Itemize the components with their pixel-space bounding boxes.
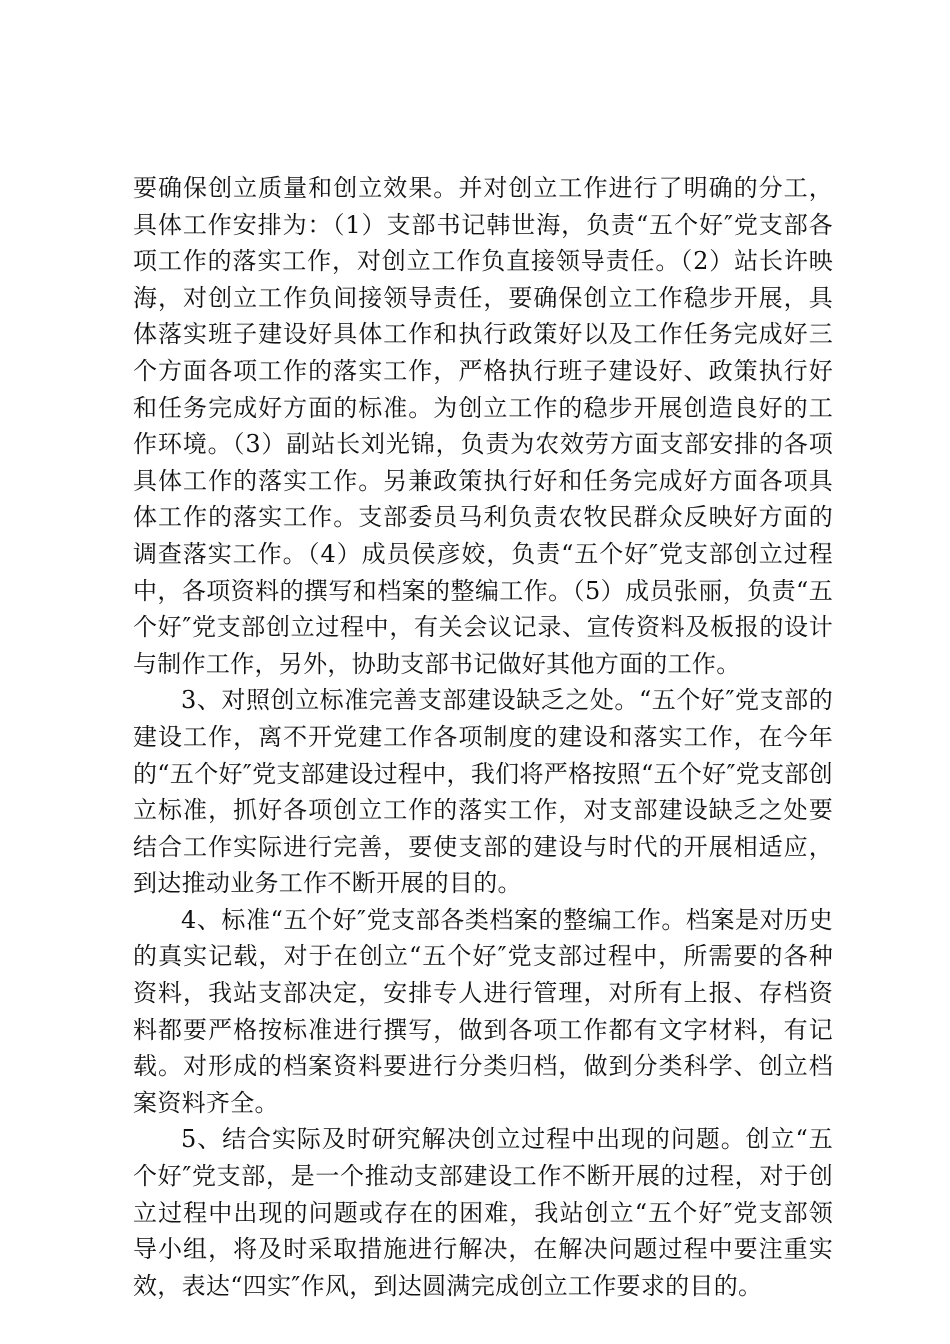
paragraph-work-assignment: 要确保创立质量和创立效果。并对创立工作进行了明确的分工，具体工作安排为：（1）支部书记韩世海，负责“五个好″党支部各项工作的落实工作，对创立工作负直接领导责任。（2）站长许映海，对创立工作负间接领导责任，要确保创立工作稳步开展，具体落实班子建设好具体工作和执行政策好以及工作任务完成好三个方面各项工作的落实工作，严格执行班子建设好、政策执行好和任务完成好方面的标准。为创立工作的稳步开展创造良好的工作环境。（3）副站长刘光锦，负责为农效劳方面支部安排的各项具体工作的落实工作。另兼政策执行好和任务完成好方面各项具体工作的落实工作。支部委员马利负责农牧民群众反映好方面的调查落实工作。（4）成员侯彦姣，负责“五个好″党支部创立过程中，各项资料的撰写和档案的整编工作。（5）成员张丽，负责“五个好″党支部创立过程中，有关会议记录、宣传资料及板报的设计与制作工作，另外，协助支部书记做好其他方面的工作。 [133,174,833,678]
paragraph-item-4: 4、标准“五个好″党支部各类档案的整编工作。档案是对历史的真实记载，对于在创立“五个好″党支部过程中，所需要的各种资料，我站支部决定，安排专人进行管理，对所有上报、存档资料都要严格按标准进行撰写，做到各项工作都有文字材料，有记载。对形成的档案资料要进行分类归档，做到分类科学、创立档案资料齐全。 [133,905,833,1117]
document-body [133,170,833,1304]
paragraph-item-5: 5、结合实际及时研究解决创立过程中出现的问题。创立“五个好″党支部，是一个推动支部建设工作不断开展的过程，对于创立过程中出现的问题或存在的困难，我站创立“五个好″党支部领导小组，将及时采取措施进行解决，在解决问题过程中要注重实效，表达“四实″作风，到达圆满完成创立工作要求的目的。 [133,1125,833,1300]
paragraph-item-3: 3、对照创立标准完善支部建设缺乏之处。“五个好″党支部的建设工作，离不开党建工作各项制度的建设和落实工作，在今年的“五个好″党支部建设过程中，我们将严格按照“五个好″党支部创立标准，抓好各项创立工作的落实工作，对支部建设缺乏之处要结合工作实际进行完善，要使支部的建设与时代的开展相适应，到达推动业务工作不断开展的目的。 [133,686,833,898]
